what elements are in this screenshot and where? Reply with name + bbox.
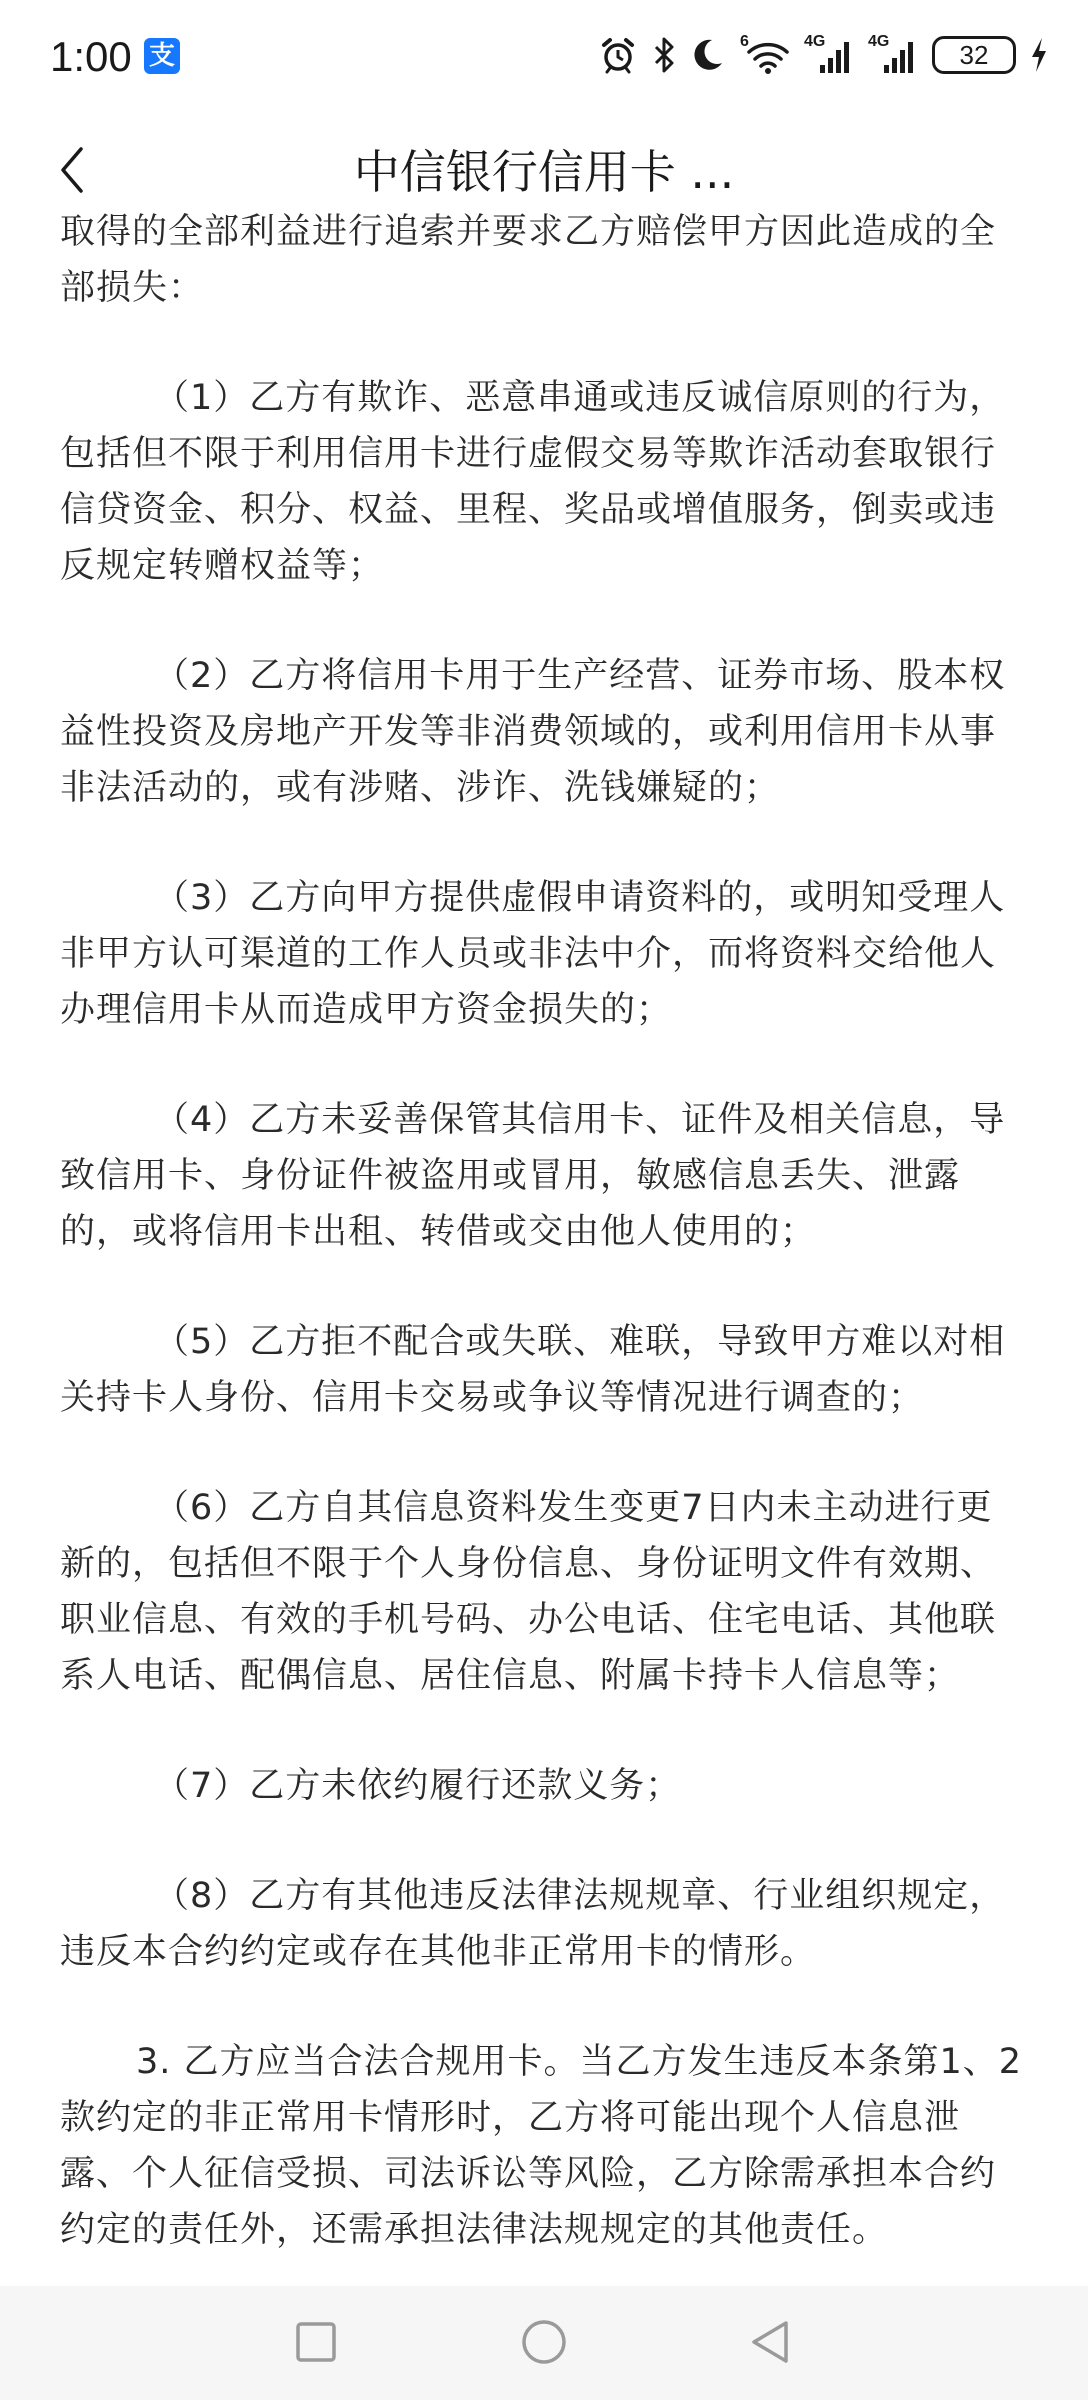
page-title: 中信银行信用卡 ... — [353, 145, 735, 199]
document-lead-text: 取得的全部利益进行追索并要求乙方赔偿甲方因此造成的全部损失： — [60, 212, 997, 308]
nav-back-button[interactable] — [738, 2312, 802, 2376]
alipay-icon: 支 — [144, 38, 180, 74]
moon-icon — [690, 35, 726, 75]
document-viewport[interactable] — [0, 212, 1088, 2286]
system-nav-bar — [0, 2286, 1088, 2400]
recents-button[interactable] — [284, 2312, 348, 2376]
chevron-left-icon — [57, 145, 87, 199]
back-button[interactable] — [36, 136, 108, 208]
clause-2: （2）乙方将信用卡用于生产经营、证券市场、股本权益性投资及房地产开发等非消费领域的，或利用信用卡从事非法活动的，或有涉赌、涉诈、洗钱嫌疑的； — [60, 656, 1006, 808]
square-icon — [294, 2320, 338, 2368]
clause-7: （7）乙方未依约履行还款义务； — [154, 1766, 682, 1806]
signal-icon: 4G — [804, 33, 854, 77]
clause-4: （4）乙方未妥善保管其信用卡、证件及相关信息，导致信用卡、身份证件被盗用或冒用，敏感信息丢失、泄露的，或将信用卡出租、转借或交由他人使用的； — [60, 1100, 1006, 1252]
triangle-back-icon — [748, 2318, 792, 2370]
battery-indicator: 32 — [932, 36, 1016, 74]
clause-3: （3）乙方向甲方提供虚假申请资料的，或明知受理人非甲方认可渠道的工作人员或非法中介，而将资料交给他人办理信用卡从而造成甲方资金损失的； — [60, 878, 1006, 1030]
wifi-icon: 6 — [740, 33, 790, 77]
status-icons — [598, 30, 1048, 80]
status-bar — [0, 0, 1088, 110]
signal-icon-2: 4G — [868, 33, 918, 77]
section-3: 3. 乙方应当合法合规用卡。当乙方发生违反本条第1、2款约定的非正常用卡情形时，乙方将可能出现个人信息泄露、个人征信受损、司法诉讼等风险，乙方除需承担本合约约定的责任外，还需承担法律法规规定的其他责任。 — [60, 2042, 1023, 2250]
bluetooth-icon — [652, 35, 676, 75]
clause-1: （1）乙方有欺诈、恶意串通或违反诚信原则的行为，包括但不限于利用信用卡进行虚假交易等欺诈活动套取银行信贷资金、积分、权益、里程、奖品或增值服务，倒卖或违反规定转赠权益等； — [60, 378, 1006, 586]
clause-8: （8）乙方有其他违反法律法规规章、行业组织规定，违反本合约约定或存在其他非正常用卡的情形。 — [60, 1876, 1006, 1972]
clause-6: （6）乙方自其信息资料发生变更7日内未主动进行更新的，包括但不限于个人身份信息、身份证明文件有效期、职业信息、有效的手机号码、办公电话、住宅电话、其他联系人电话、配偶信息、居住信息、附属卡持卡人信息等； — [60, 1488, 997, 1696]
bolt-icon — [1030, 36, 1048, 74]
circle-icon — [520, 2318, 568, 2370]
agreement-text — [60, 204, 1028, 2312]
status-time: 1:00 — [50, 33, 132, 80]
home-button[interactable] — [512, 2312, 576, 2376]
alarm-icon — [598, 35, 638, 75]
clause-5: （5）乙方拒不配合或失联、难联，导致甲方难以对相关持卡人身份、信用卡交易或争议等情况进行调查的； — [60, 1322, 1006, 1418]
